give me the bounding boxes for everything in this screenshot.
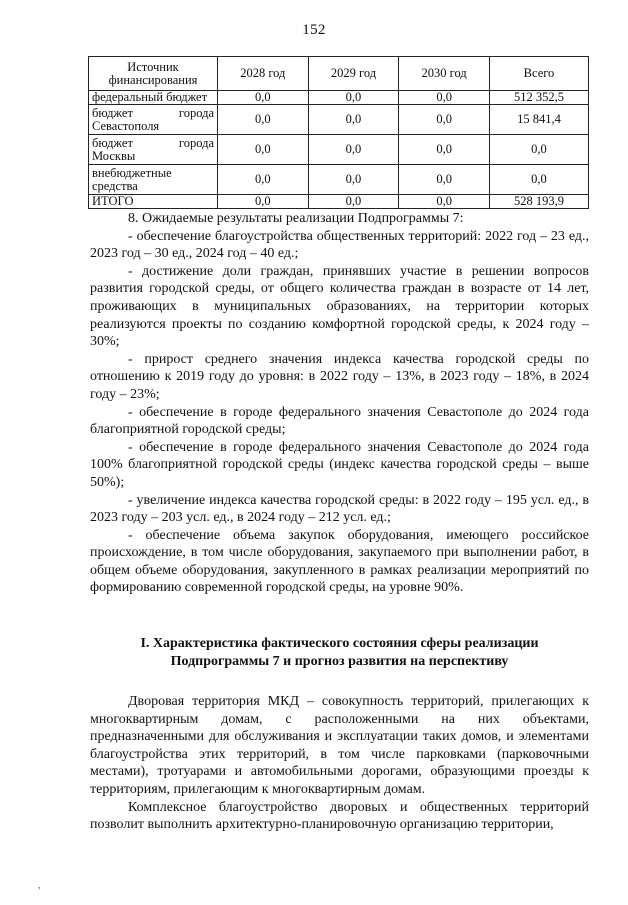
result-item: - увеличение индекса качества городской среды: в 2022 году – 195 усл. ед., в 2023 году – 203 усл. ед., в 2024 году – 212 усл. ед.; — [90, 492, 589, 526]
section-paragraph: Дворовая территория МКД – совокупность территорий, прилегающих к многоквартирным домам, с расположенными на них объектами, предназначенными для обслуживания и эксплуатации таких домов, и элементами благоустройства этих территорий, в том числе парковками (парковочными местами), тротуарами и автомобильными дорогами, образующими проезды к территориям, прилегающим к многоквартирным домам. — [90, 694, 589, 798]
cell-2029: 0,0 — [308, 91, 399, 105]
section-paragraph: Комплексное благоустройство дворовых и общественных территорий позволит выполнить архитектурно-планировочную организацию территории, — [90, 799, 589, 833]
section-heading-line-2: Подпрограммы 7 и прогноз развития на перспективу — [170, 654, 509, 670]
cell-2028: 0,0 — [218, 105, 309, 135]
section-heading-line-1: I. Характеристика фактического состояния сферы реализации — [140, 636, 539, 652]
source-word-2: города — [178, 105, 214, 120]
spacer — [90, 671, 589, 693]
result-item: - прирост среднего значения индекса качества городской среды по отношению к 2019 году до уровня: в 2022 году – 13%, в 2023 году – 18%, в 2024 году – 23%; — [90, 351, 589, 402]
header-2029: 2029 год — [308, 57, 399, 91]
source-word-3: Севастополя — [92, 118, 160, 133]
source-word-1: бюджет — [92, 105, 133, 120]
result-item: - обеспечение в городе федерального значения Севастополе до 2024 года 100% благоприятной городской среды (индекс качества городской среды – выше 50%); — [90, 439, 589, 490]
source-word-2: города — [178, 135, 214, 150]
source-word-3: Москвы — [92, 148, 136, 163]
result-item: - обеспечение объема закупок оборудования, имеющего российское происхождение, в том числе оборудования, закупаемого при выполнении работ, в общем объеме оборудования, закупленного в рамках реализации мероприятий по формированию современной городской среды, на уровне 90%. — [90, 527, 589, 596]
source-word-2: средства — [92, 178, 138, 193]
table-row-total — [89, 195, 589, 209]
table-header-row — [89, 57, 589, 91]
cell-total: 0,0 — [489, 165, 588, 195]
cell-2029: 0,0 — [308, 165, 399, 195]
cell-2030: 0,0 — [399, 195, 490, 209]
cell-2028: 0,0 — [218, 195, 309, 209]
cell-2030: 0,0 — [399, 135, 490, 165]
cell-2029: 0,0 — [308, 105, 399, 135]
header-2028: 2028 год — [218, 57, 309, 91]
spacer — [90, 597, 589, 635]
cell-2028: 0,0 — [218, 135, 309, 165]
row-source: ИТОГО — [89, 195, 218, 209]
cell-total: 15 841,4 — [489, 105, 588, 135]
source-word-1: внебюджетные — [92, 165, 172, 180]
financing-table — [88, 56, 589, 209]
cell-total: 512 352,5 — [489, 91, 588, 105]
scan-mark: , — [38, 880, 41, 891]
results-intro: 8. Ожидаемые результаты реализации Подпрограммы 7: — [128, 211, 464, 226]
cell-total: 0,0 — [489, 135, 588, 165]
cell-2030: 0,0 — [399, 105, 490, 135]
cell-2028: 0,0 — [218, 91, 309, 105]
row-source — [89, 165, 218, 195]
header-total: Всего — [489, 57, 588, 91]
cell-2029: 0,0 — [308, 135, 399, 165]
header-2030: 2030 год — [399, 57, 490, 91]
header-source: Источник финансирования — [89, 57, 218, 91]
page-number: 152 — [302, 22, 326, 38]
table-row — [89, 105, 589, 135]
cell-2029: 0,0 — [308, 195, 399, 209]
table-row — [89, 165, 589, 195]
row-source — [89, 105, 218, 135]
cell-2028: 0,0 — [218, 165, 309, 195]
row-source: федеральный бюджет — [89, 91, 218, 105]
result-item: - обеспечение в городе федерального значения Севастополе до 2024 года благоприятной городской среды; — [90, 404, 589, 438]
cell-2030: 0,0 — [399, 165, 490, 195]
row-source — [89, 135, 218, 165]
source-word-1: бюджет — [92, 135, 133, 150]
document-body — [90, 210, 589, 834]
result-item: - обеспечение благоустройства общественных территорий: 2022 год – 23 ед., 2023 год – 30 ед., 2024 год – 40 ед.; — [90, 228, 589, 262]
result-item: - достижение доли граждан, принявших участие в решении вопросов развития городской среды, от общего количества граждан в возрасте от 14 лет, проживающих в муниципальных образованиях, на территории которых реализуются проекты по созданию комфортной городской среды, к 2024 году – 30%; — [90, 263, 589, 350]
cell-total: 528 193,9 — [489, 195, 588, 209]
cell-2030: 0,0 — [399, 91, 490, 105]
table-row — [89, 135, 589, 165]
table-row — [89, 91, 589, 105]
